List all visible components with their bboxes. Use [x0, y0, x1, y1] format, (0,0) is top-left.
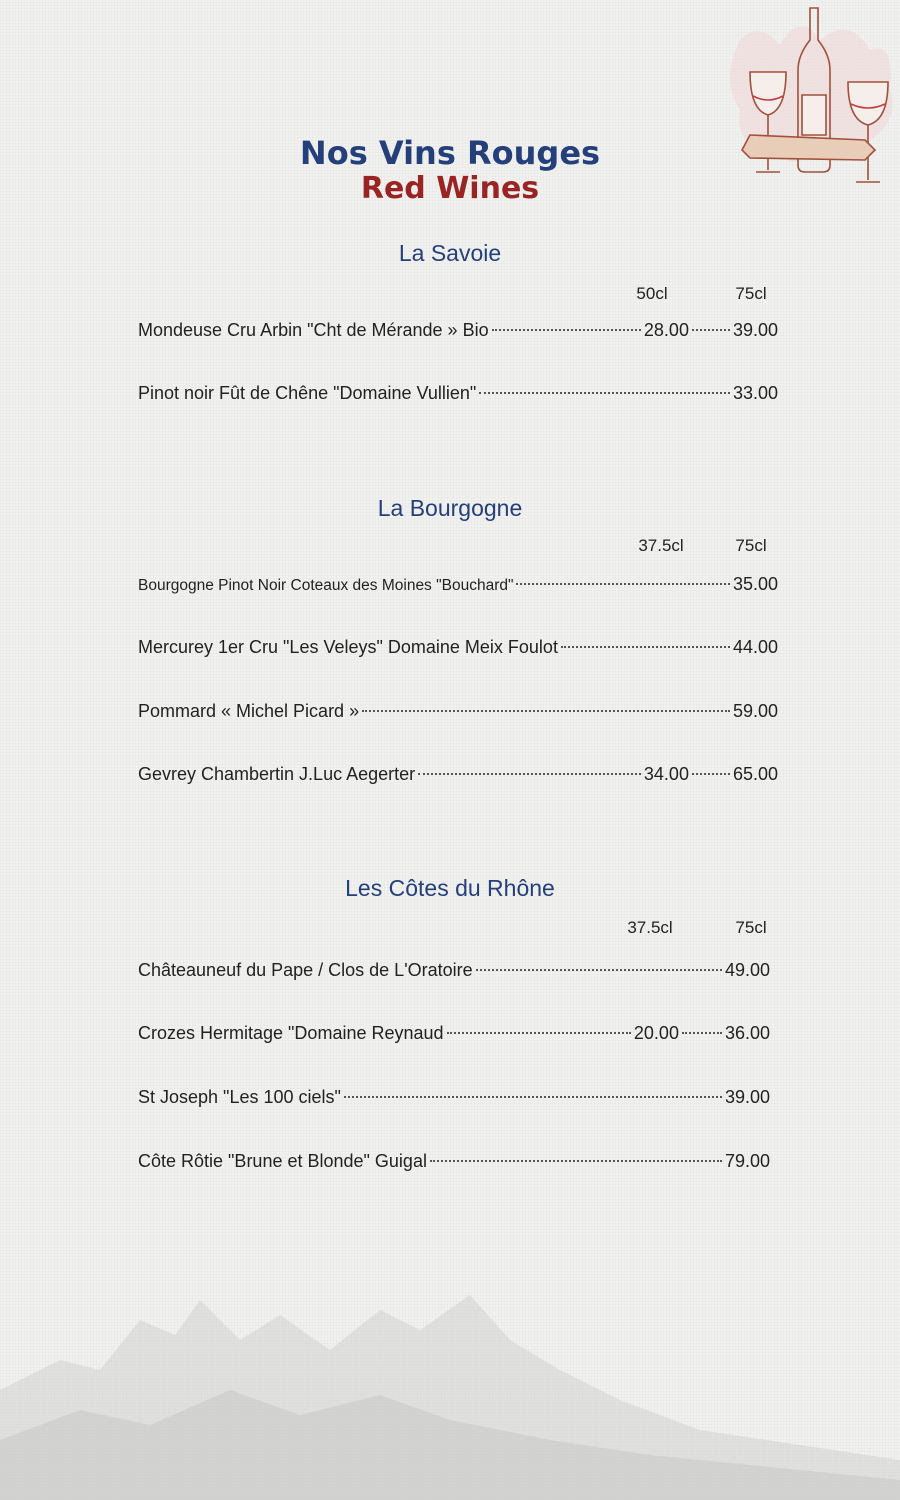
- wine-row: [138, 701, 778, 722]
- column-header-37-5cl: 37.5cl: [627, 918, 673, 937]
- section-title-bourgogne: La Bourgogne: [377, 495, 523, 521]
- price-bottle: 49.00: [724, 960, 770, 980]
- dot-leader: [692, 773, 730, 775]
- page-title-french: Nos Vins Rouges: [299, 134, 601, 172]
- price-bottle: 59.00: [732, 701, 778, 721]
- wine-name: Crozes Hermitage "Domaine Reynaud: [138, 1023, 444, 1043]
- dot-leader: [516, 583, 729, 585]
- column-header-75cl: 75cl: [735, 918, 767, 937]
- wine-name: Gevrey Chambertin J.Luc Aegerter: [138, 764, 416, 784]
- section-title-savoie: La Savoie: [398, 240, 502, 266]
- dot-leader: [682, 1032, 722, 1034]
- wine-name: Côte Rôtie "Brune et Blonde" Guigal: [138, 1151, 427, 1171]
- section-title-rhone: Les Côtes du Rhône: [345, 875, 555, 901]
- price-bottle: 79.00: [724, 1151, 770, 1171]
- wine-name: St Joseph "Les 100 ciels": [138, 1087, 341, 1107]
- dot-leader: [692, 329, 730, 331]
- price-bottle: 39.00: [724, 1087, 770, 1107]
- column-header-75cl: 75cl: [735, 536, 767, 555]
- wine-name: Mercurey 1er Cru "Les Veleys" Domaine Meix Foulot: [138, 637, 558, 657]
- dot-leader: [476, 969, 722, 971]
- dot-leader: [430, 1160, 722, 1162]
- price-small-bottle: 20.00: [633, 1023, 679, 1043]
- wine-row: [138, 383, 778, 404]
- wine-row: [138, 1151, 770, 1172]
- column-header-37-5cl: 37.5cl: [638, 536, 684, 555]
- price-small-bottle: 28.00: [643, 320, 689, 340]
- price-bottle: 39.00: [732, 320, 778, 340]
- dot-leader: [418, 773, 641, 775]
- dot-leader: [344, 1096, 722, 1098]
- page-title-english: Red Wines: [360, 171, 540, 206]
- wine-name: Mondeuse Cru Arbin "Cht de Mérande » Bio: [138, 320, 489, 340]
- wine-row: [138, 574, 778, 595]
- column-header-75cl: 75cl: [735, 284, 767, 303]
- dot-leader: [492, 329, 641, 331]
- price-bottle: 33.00: [732, 383, 778, 403]
- price-bottle: 36.00: [724, 1023, 770, 1043]
- price-bottle: 65.00: [732, 764, 778, 784]
- wine-row: [138, 1087, 770, 1108]
- wine-name: Pommard « Michel Picard »: [138, 701, 360, 721]
- dot-leader: [479, 392, 730, 394]
- column-header-50cl: 50cl: [636, 284, 668, 303]
- price-bottle: 44.00: [732, 637, 778, 657]
- dot-leader: [447, 1032, 631, 1034]
- dot-leader: [362, 710, 730, 712]
- dot-leader: [561, 646, 730, 648]
- wine-row: [138, 637, 778, 658]
- wine-row: [138, 960, 770, 981]
- price-small-bottle: 34.00: [643, 764, 689, 784]
- wine-row: [138, 320, 778, 341]
- price-bottle: 35.00: [732, 574, 778, 594]
- wine-name: Châteauneuf du Pape / Clos de L'Oratoire: [138, 960, 473, 980]
- wine-row: [138, 764, 778, 785]
- wine-name: Pinot noir Fût de Chêne "Domaine Vullien": [138, 383, 477, 403]
- wine-name: Bourgogne Pinot Noir Coteaux des Moines "Bouchard": [138, 577, 514, 594]
- mountain-watermark: [0, 1200, 900, 1500]
- wine-row: [138, 1023, 770, 1044]
